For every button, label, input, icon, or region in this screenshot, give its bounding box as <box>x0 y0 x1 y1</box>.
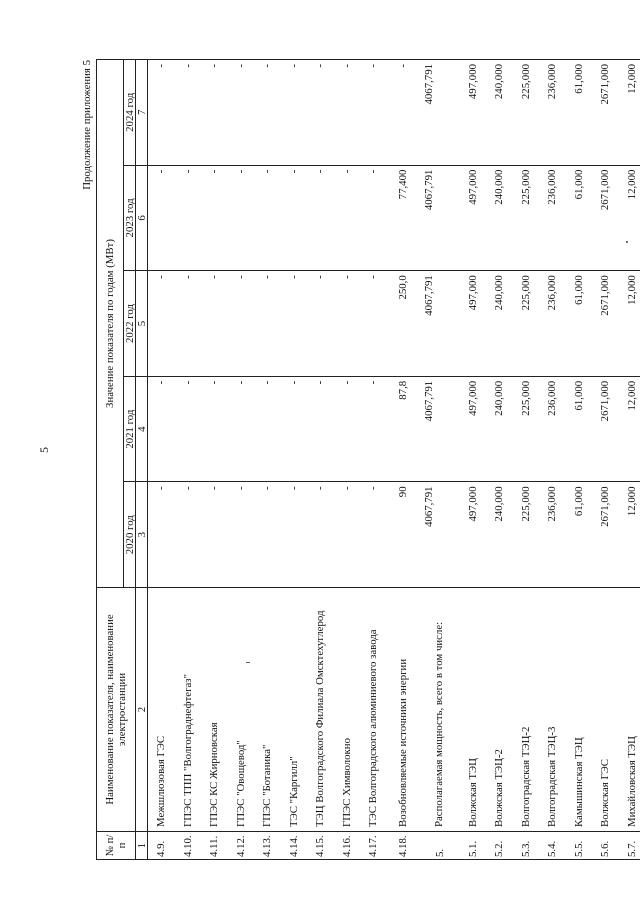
year-value-cell: - <box>307 271 334 377</box>
year-value-cell: - <box>334 271 361 377</box>
station-name: Волжская ГЭС <box>592 588 619 832</box>
table-row <box>254 60 281 860</box>
station-name: ТЭЦ Волгоградского Филиала Омсктехуглерод <box>307 588 334 832</box>
header-year: 2021 год <box>124 376 136 482</box>
year-value-cell: - <box>148 482 175 588</box>
table-row <box>360 60 387 860</box>
table-row <box>201 60 228 860</box>
year-value-cell: 2671,000 <box>592 376 619 482</box>
year-value-cell: 250,0 <box>387 271 420 377</box>
year-value-cell: - <box>228 60 255 166</box>
header-col-number: 7 <box>136 60 148 166</box>
year-value-cell: 236,000 <box>539 482 566 588</box>
header-col-number: 2 <box>136 588 148 832</box>
year-value-cell: 4067,791 <box>420 482 460 588</box>
year-value-cell: 12,000 <box>619 376 640 482</box>
year-value-cell: - <box>254 165 281 271</box>
year-value-cell: - <box>281 376 308 482</box>
station-name: ГПЭС Химволокно <box>334 588 361 832</box>
year-value-cell: - <box>148 271 175 377</box>
year-value-cell: - <box>254 376 281 482</box>
year-value-cell: - <box>360 482 387 588</box>
year-value-cell: 12,000 <box>619 165 640 271</box>
year-value-cell: - <box>228 165 255 271</box>
station-name: Волжская ТЭЦ-2 <box>486 588 513 832</box>
year-value-cell: - <box>334 165 361 271</box>
year-value-cell: - <box>148 376 175 482</box>
station-name: Располагаемая мощность, всего в том числе: <box>420 588 460 832</box>
year-value-cell: - <box>281 165 308 271</box>
year-value-cell: - <box>228 271 255 377</box>
year-value-cell: - <box>228 482 255 588</box>
header-year: 2022 год <box>124 271 136 377</box>
appendix-continuation-label: Продолжение приложения 5 <box>81 60 93 190</box>
table-row <box>486 60 513 860</box>
table-row <box>513 60 540 860</box>
year-value-cell: - <box>228 376 255 482</box>
year-value-cell: 4067,791 <box>420 60 460 166</box>
header-year: 2023 год <box>124 165 136 271</box>
year-value-cell: - <box>334 482 361 588</box>
year-value-cell: - <box>201 271 228 377</box>
year-value-cell: - <box>281 271 308 377</box>
year-value-cell: - <box>175 376 202 482</box>
row-number: 4.17. <box>360 832 387 860</box>
row-number: 4.16. <box>334 832 361 860</box>
year-value-cell: - <box>148 60 175 166</box>
year-value-cell: 61,000 <box>566 60 593 166</box>
year-value-cell: - <box>201 482 228 588</box>
station-name: ГПЭС КС Жирновская <box>201 588 228 832</box>
year-value-cell: - <box>175 165 202 271</box>
year-value-cell: - <box>281 60 308 166</box>
row-number: 4.13. <box>254 832 281 860</box>
year-value-cell: 12,000 <box>619 271 640 377</box>
year-value-cell: 497,000 <box>460 376 487 482</box>
row-number: 5.5. <box>566 832 593 860</box>
table-row <box>334 60 361 860</box>
row-number: 4.10. <box>175 832 202 860</box>
year-value-cell: 497,000 <box>460 482 487 588</box>
year-value-cell: 61,000 <box>566 482 593 588</box>
header-col-number: 4 <box>136 376 148 482</box>
year-value-cell: - <box>175 271 202 377</box>
row-number: 5.6. <box>592 832 619 860</box>
year-value-cell: 240,000 <box>486 376 513 482</box>
station-name: ГПЭС ТПП "Волгограднефтегаз" <box>175 588 202 832</box>
station-name: Волгоградская ТЭЦ-2 <box>513 588 540 832</box>
year-value-cell: 61,000 <box>566 376 593 482</box>
header-name: Наименование показателя, наименование электростанции <box>97 588 136 832</box>
year-value-cell: - <box>307 482 334 588</box>
row-number: 4.11. <box>201 832 228 860</box>
year-value-cell: 225,000 <box>513 482 540 588</box>
year-value-cell: 240,000 <box>486 165 513 271</box>
year-value-cell: 240,000 <box>486 482 513 588</box>
year-value-cell: 225,000 <box>513 60 540 166</box>
header-col-number: 1 <box>136 832 148 860</box>
row-number: 4.12. <box>228 832 255 860</box>
year-value-cell: - <box>281 482 308 588</box>
year-value-cell: - <box>201 60 228 166</box>
year-value-cell: 4067,791 <box>420 376 460 482</box>
row-number: 4.14. <box>281 832 308 860</box>
year-value-cell: 4067,791 <box>420 271 460 377</box>
year-value-cell: 236,000 <box>539 271 566 377</box>
year-value-cell: - <box>307 376 334 482</box>
row-number: 4.9. <box>148 832 175 860</box>
year-value-cell: - <box>307 165 334 271</box>
year-value-cell: 77,400 <box>387 165 420 271</box>
station-name: ГПЭС "Овощевод" <box>228 588 255 832</box>
year-value-cell: 2671,000 <box>592 482 619 588</box>
station-name: ТЭС "Каргилл" <box>281 588 308 832</box>
row-number: 4.15. <box>307 832 334 860</box>
table-row <box>148 60 175 860</box>
year-value-cell: 87,8 <box>387 376 420 482</box>
year-value-cell: - <box>254 482 281 588</box>
year-value-cell: 2671,000 <box>592 60 619 166</box>
year-value-cell: - <box>360 271 387 377</box>
header-col-number: 3 <box>136 482 148 588</box>
station-name: Возобновляемые источники энергии <box>387 588 420 832</box>
rotated-table-sheet <box>80 60 638 860</box>
station-name: Михайловская ТЭЦ <box>619 588 640 832</box>
year-value-cell: - <box>175 60 202 166</box>
year-value-cell: 225,000 <box>513 271 540 377</box>
year-value-cell: 225,000 <box>513 376 540 482</box>
capacity-table <box>96 59 640 860</box>
header-col-number: 6 <box>136 165 148 271</box>
table-row <box>281 60 308 860</box>
row-number: 5.4. <box>539 832 566 860</box>
table-row <box>307 60 334 860</box>
station-name: Волгоградская ТЭЦ-3 <box>539 588 566 832</box>
table-row <box>539 60 566 860</box>
header-year: 2024 год <box>124 60 136 166</box>
table-row <box>592 60 619 860</box>
header-number: № п/п <box>97 832 136 860</box>
station-name: Межшлюзовая ГЭС <box>148 588 175 832</box>
year-value-cell: 225,000 <box>513 165 540 271</box>
year-value-cell: - <box>254 271 281 377</box>
year-value-cell: 61,000 <box>566 165 593 271</box>
year-value-cell: - <box>360 165 387 271</box>
table-row <box>619 60 640 860</box>
year-value-cell: - <box>334 376 361 482</box>
page-number: 5 <box>37 447 51 453</box>
year-value-cell: 90 <box>387 482 420 588</box>
year-value-cell: 2671,000 <box>592 271 619 377</box>
header-col-number: 5 <box>136 271 148 377</box>
year-value-cell: - <box>201 165 228 271</box>
row-number: 5.1. <box>460 832 487 860</box>
table-row <box>460 60 487 860</box>
year-value-cell: - <box>307 60 334 166</box>
row-number: 5.2. <box>486 832 513 860</box>
row-number: 4.18. <box>387 832 420 860</box>
table-row <box>228 60 255 860</box>
year-value-cell: 236,000 <box>539 165 566 271</box>
table-row <box>175 60 202 860</box>
table-body <box>148 60 640 860</box>
station-name: ТЭС Волгоградского алюминиевого завода <box>360 588 387 832</box>
year-value-cell: - <box>175 482 202 588</box>
station-name: ГПЭС "Ботаника" <box>254 588 281 832</box>
year-value-cell: - <box>387 60 420 166</box>
year-value-cell: 240,000 <box>486 271 513 377</box>
year-value-cell: - <box>148 165 175 271</box>
year-value-cell: 2671,000 <box>592 165 619 271</box>
table-row <box>566 60 593 860</box>
station-name: Камышинская ТЭЦ <box>566 588 593 832</box>
year-value-cell: 4067,791 <box>420 165 460 271</box>
header-year: 2020 год <box>124 482 136 588</box>
year-value-cell: - <box>334 60 361 166</box>
row-number: 5. <box>420 832 460 860</box>
year-value-cell: 61,000 <box>566 271 593 377</box>
year-value-cell: 240,000 <box>486 60 513 166</box>
year-value-cell: 497,000 <box>460 60 487 166</box>
year-value-cell: 236,000 <box>539 60 566 166</box>
year-value-cell: - <box>254 60 281 166</box>
year-value-cell: - <box>201 376 228 482</box>
year-value-cell: 497,000 <box>460 271 487 377</box>
table-row <box>420 60 460 860</box>
year-value-cell: 12,000 <box>619 60 640 166</box>
year-value-cell: - <box>360 376 387 482</box>
table-row <box>387 60 420 860</box>
row-number: 5.7. <box>619 832 640 860</box>
header-value-group: Значение показателя по годам (МВт) <box>97 60 124 588</box>
year-value-cell: 236,000 <box>539 376 566 482</box>
year-value-cell: 12,000 <box>619 482 640 588</box>
year-value-cell: - <box>360 60 387 166</box>
station-name: Волжская ТЭЦ <box>460 588 487 832</box>
year-value-cell: 497,000 <box>460 165 487 271</box>
row-number: 5.3. <box>513 832 540 860</box>
